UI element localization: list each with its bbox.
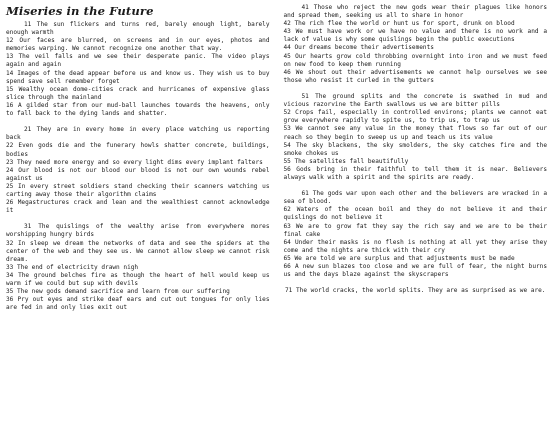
stanza-4	[284, 4, 548, 85]
verse-line: 63 We are to grow fat they say the rich say and we are to be their final cake	[283, 222, 547, 238]
verse-line: 11 The sun flickers and turns red, barely enough light, barely enough warmth	[6, 21, 270, 37]
verse-line: 32 In sleep we dream the networks of data and see the spiders at the center of the web and they see us. We cannot allow sleep we cannot risk dream.	[6, 239, 270, 263]
verse-line: 65 We are told we are surplus and that adjustments must be made	[283, 254, 515, 262]
verse-line: 26 Megastructures crack and lean and the wealthiest cannot acknowledge it	[6, 199, 270, 215]
verse-line: 33 The end of electricity drawn nigh	[6, 263, 139, 271]
verse-line: 31 The quislings of the wealthy arise from everywhere mores worshipping hungry birds	[6, 223, 270, 239]
stanza-7	[284, 287, 548, 295]
verse-line: 71 The world cracks, the world splits. They are as surprised as we are.	[285, 287, 546, 295]
verse-line: 13 The veil falls and we see their desperate panic. The video plays again and again	[6, 53, 270, 69]
verse-line: 25 In every street soldiers stand checking their scanners watching us carting away those their algorithm claims	[6, 182, 270, 198]
verse-line: 42 The rich flee the world or hunt us for sport, drunk on blood	[283, 20, 515, 28]
verse-line: 23 They need more energy and so every light dims every implant falters	[6, 158, 263, 166]
verse-line: 46 We shout out their advertisements we cannot help ourselves we see those who resist it curled in the gutters	[283, 68, 547, 84]
verse-line: 64 Under their masks is no flesh is nothing at all yet they arise they come and the nights are thick with their cry	[283, 238, 547, 254]
verse-line: 24 Our blood is not our blood our blood is not our own wounds rebel against us	[6, 166, 270, 182]
verse-line: 62 Waters of the ocean boil and they do not believe it and their quislings do not believe it	[283, 206, 547, 222]
stanza-6	[284, 190, 548, 279]
verse-line: 21 They are in every home in every place watching us reporting back	[6, 126, 270, 142]
stanza-5	[284, 93, 548, 182]
verse-line: 22 Even gods die and the funerary howls shatter concrete, buildings, bodies	[6, 142, 270, 158]
verse-line: 35 The new gods demand sacrifice and learn from our suffering	[6, 288, 230, 296]
verse-line: 51 The ground splits and the concrete is swathed in mud and vicious razorvine the Earth swallows us we are bitter pills	[283, 93, 547, 109]
verse-line: 14 Images of the dead appear before us and know us. They wish us to buy spend save sell remember forget	[6, 69, 270, 85]
verse-line: 41 Those who reject the new gods wear their plagues like honors and spread them, seeking us all to share in honor	[283, 4, 547, 20]
stanza-2	[6, 126, 270, 215]
verse-line: 12 Our faces are blurred, on screens and in our eyes, photos and memories warping. We cannot recognize one another that way.	[6, 37, 270, 53]
verse-line: 36 Pry out eyes and strike deaf ears and cut out tongues for only lies are fed in and only lies exit out	[6, 296, 270, 312]
verse-line: 56 Gods bring in their faithful to tell them it is near. Believers always walk with a spirit and the spirits are ready.	[283, 165, 547, 181]
stanza-3	[6, 223, 270, 312]
verse-line: 34 The ground belches fire as though the heart of hell would keep us warm if we could but sup with devils	[6, 271, 270, 287]
verse-line: 45 Our hearts grow cold throbbing overnight into iron and we must feed on new food to keep them running	[283, 52, 547, 68]
verse-line: 15 Wealthy ocean dome-cities crack and hurricanes of expensive glass slice through the mainland	[6, 85, 270, 101]
verse-line: 16 A gilded star from our mud-ball launches towards the heavens, only to fall back to the dying lands and shatter.	[6, 101, 270, 118]
right-column	[284, 4, 548, 426]
verse-line: 52 Crops fail, especially in controlled environs; plants we cannot eat grow everywhere rapidly to spite us, to trip us, to trap us	[283, 109, 547, 125]
stanza-1	[6, 21, 270, 118]
verse-line: 54 The sky blackens, the sky smolders, the sky catches fire and the smoke chokes us	[283, 141, 547, 157]
verse-line: 53 We cannot see any value in the money that flows so far out of our reach so they begin to sweep us up and teach us its value	[283, 125, 547, 141]
verse-line: 44 Our dreams become their advertisements	[283, 44, 434, 52]
verse-line: 43 We must have work or we have no value and there is no work and a lack of value is why some quislings begin the public executions	[283, 28, 547, 44]
verse-line: 55 The satellites fall beautifully	[283, 157, 409, 165]
verse-line: 66 A new sun blazes too close and we are full of fear, the night burns us and the days blaze against the skyscrapers	[283, 263, 547, 279]
document-title: Miseries in the Future	[6, 4, 154, 18]
left-column	[6, 4, 270, 426]
verse-line: 61 The gods war upon each other and the believers are wracked in a sea of blood.	[283, 190, 547, 206]
